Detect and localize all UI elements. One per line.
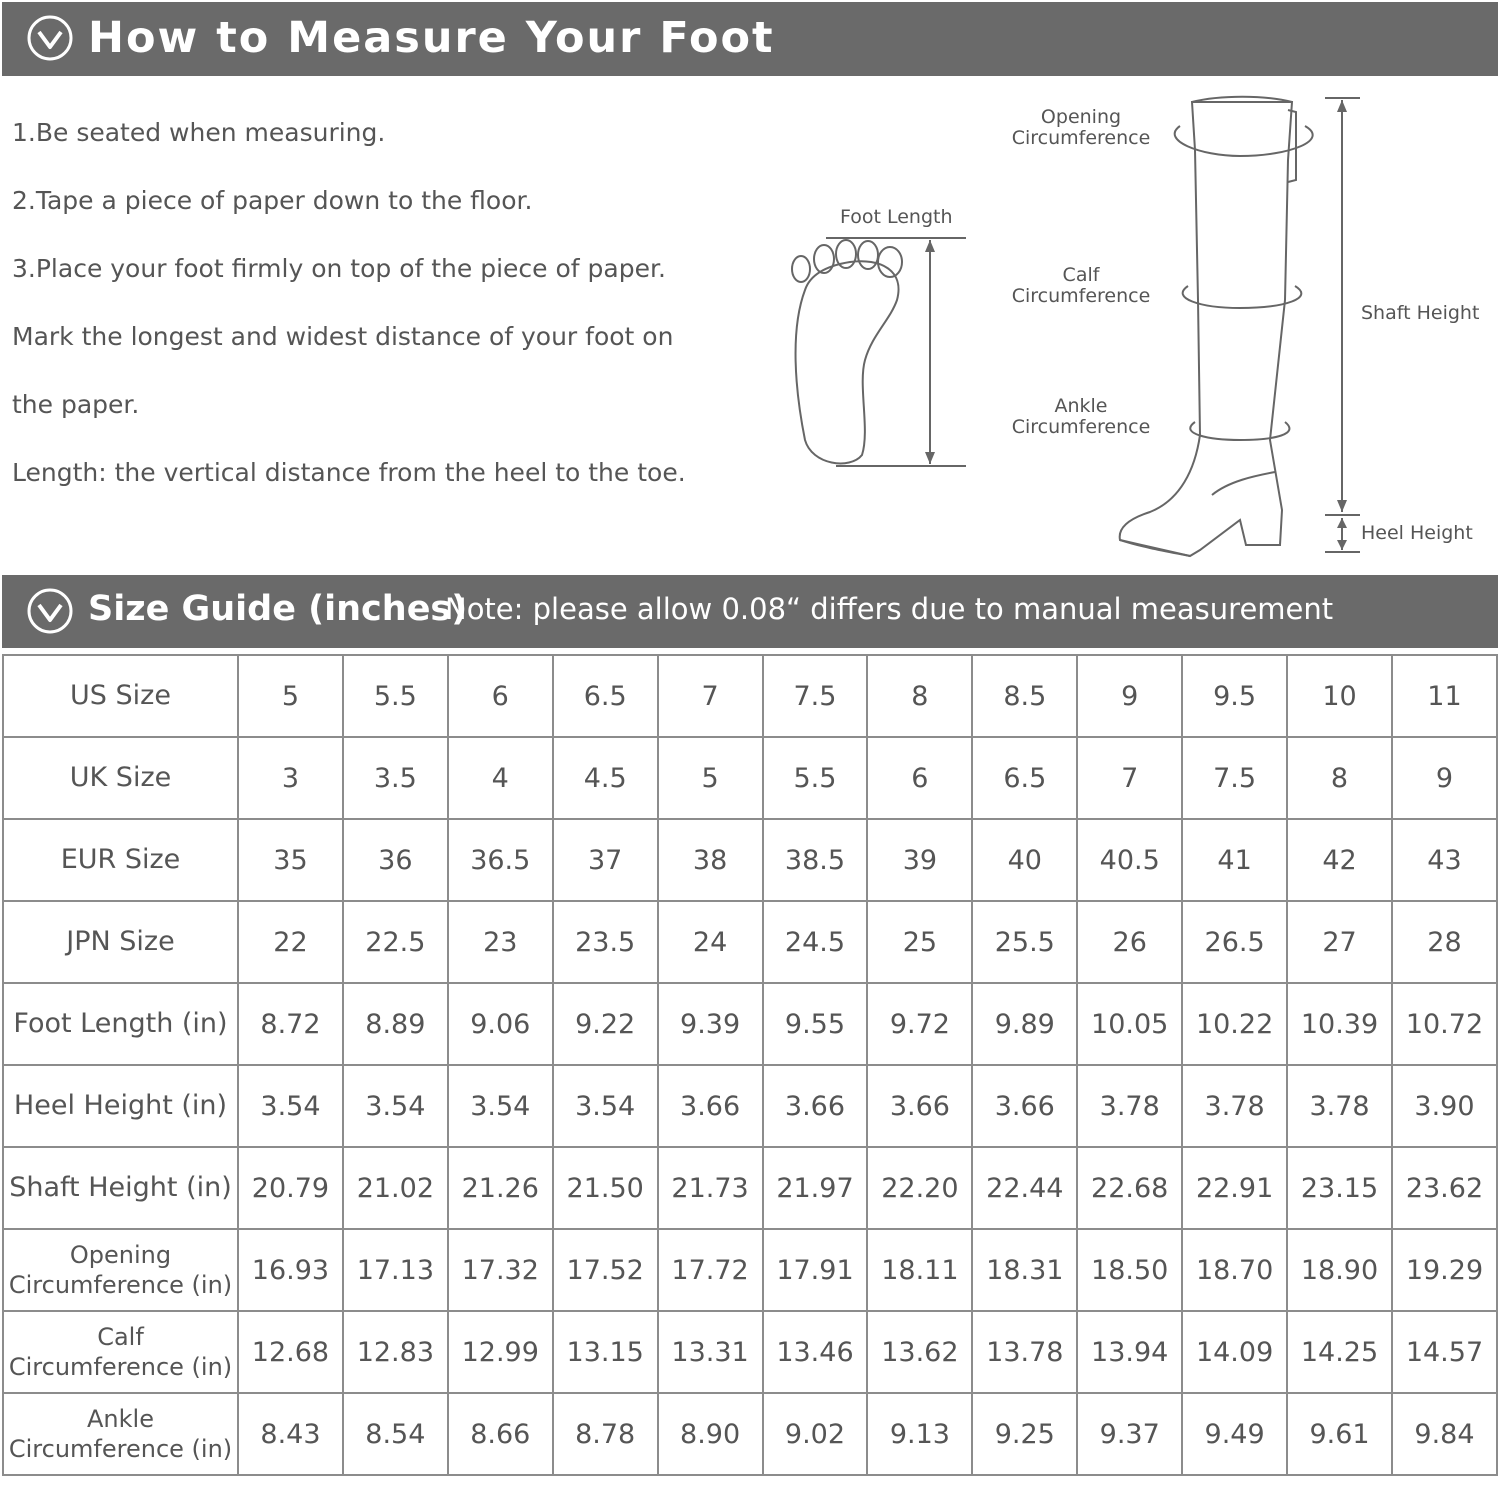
table-cell: 9.49 (1182, 1393, 1287, 1475)
table-cell: 12.83 (343, 1311, 448, 1393)
table-cell: 21.02 (343, 1147, 448, 1229)
row-header: Foot Length (in) (3, 983, 238, 1065)
table-cell: 37 (553, 819, 658, 901)
table-cell: 10.22 (1182, 983, 1287, 1065)
row-header-line: Calf (97, 1323, 144, 1351)
table-cell: 3.54 (553, 1065, 658, 1147)
table-cell: 3 (238, 737, 343, 819)
chevron-down-circle-icon (26, 587, 74, 635)
opening-label (1006, 107, 1156, 149)
table-cell: 40.5 (1077, 819, 1182, 901)
table-cell: 8.43 (238, 1393, 343, 1475)
table-cell: 17.32 (448, 1229, 553, 1311)
table-row (3, 1229, 1497, 1311)
row-header-line: Circumference (in) (8, 1353, 233, 1381)
ankle-label-line: Ankle (1054, 395, 1108, 417)
table-cell: 22 (238, 901, 343, 983)
table-cell: 38 (658, 819, 763, 901)
row-header: UK Size (3, 737, 238, 819)
table-cell: 21.73 (658, 1147, 763, 1229)
table-cell: 8.66 (448, 1393, 553, 1475)
table-cell: 5.5 (763, 737, 868, 819)
table-cell: 13.78 (972, 1311, 1077, 1393)
table-cell: 12.68 (238, 1311, 343, 1393)
table-cell: 3.5 (343, 737, 448, 819)
table-cell: 11 (1392, 655, 1497, 737)
table-cell: 13.46 (763, 1311, 868, 1393)
table-row (3, 1147, 1497, 1229)
table-cell: 8.90 (658, 1393, 763, 1475)
instruction-step: 2.Tape a piece of paper down to the floor. (12, 186, 533, 215)
table-row (3, 737, 1497, 819)
table-cell: 9.72 (867, 983, 972, 1065)
table-cell: 28 (1392, 901, 1497, 983)
table-row (3, 1311, 1497, 1393)
table-cell: 18.50 (1077, 1229, 1182, 1311)
table-cell: 9.84 (1392, 1393, 1497, 1475)
table-cell: 9.02 (763, 1393, 868, 1475)
table-cell: 26.5 (1182, 901, 1287, 983)
row-header: EUR Size (3, 819, 238, 901)
table-cell: 3.90 (1392, 1065, 1497, 1147)
table-cell: 4 (448, 737, 553, 819)
table-cell: 18.70 (1182, 1229, 1287, 1311)
table-cell: 3.66 (763, 1065, 868, 1147)
row-header: Heel Height (in) (3, 1065, 238, 1147)
table-cell: 8.78 (553, 1393, 658, 1475)
opening-label-line: Circumference (1011, 127, 1151, 149)
row-header-line: Circumference (in) (8, 1435, 233, 1463)
table-cell: 17.91 (763, 1229, 868, 1311)
table-row (3, 1393, 1497, 1475)
row-header-line: Opening (69, 1241, 172, 1269)
table-cell: 36.5 (448, 819, 553, 901)
table-cell: 20.79 (238, 1147, 343, 1229)
table-cell: 8 (1287, 737, 1392, 819)
table-cell: 23 (448, 901, 553, 983)
table-cell: 9.37 (1077, 1393, 1182, 1475)
table-cell: 8.72 (238, 983, 343, 1065)
table-cell: 17.72 (658, 1229, 763, 1311)
foot-length-label: Foot Length (840, 206, 953, 228)
table-cell: 14.25 (1287, 1311, 1392, 1393)
row-header-line: Ankle (87, 1405, 154, 1433)
size-guide-banner (2, 575, 1498, 648)
table-cell: 40 (972, 819, 1077, 901)
table-cell: 23.5 (553, 901, 658, 983)
table-cell: 9.5 (1182, 655, 1287, 737)
table-cell: 13.31 (658, 1311, 763, 1393)
table-cell: 9.61 (1287, 1393, 1392, 1475)
table-cell: 10.05 (1077, 983, 1182, 1065)
table-cell: 9.39 (658, 983, 763, 1065)
row-header: Shaft Height (in) (3, 1147, 238, 1229)
table-cell: 14.57 (1392, 1311, 1497, 1393)
table-cell: 3.54 (448, 1065, 553, 1147)
table-cell: 27 (1287, 901, 1392, 983)
table-cell: 7.5 (763, 655, 868, 737)
table-cell: 7 (1077, 737, 1182, 819)
table-cell: 3.66 (972, 1065, 1077, 1147)
table-cell: 10.72 (1392, 983, 1497, 1065)
table-cell: 3.78 (1182, 1065, 1287, 1147)
table-cell: 18.11 (867, 1229, 972, 1311)
heel-height-label: Heel Height (1361, 522, 1473, 544)
table-cell: 3.78 (1287, 1065, 1392, 1147)
row-header (3, 1311, 238, 1393)
calf-label-line: Circumference (1011, 285, 1151, 307)
row-header: US Size (3, 655, 238, 737)
table-cell: 6.5 (972, 737, 1077, 819)
foot-length-ruler (826, 238, 966, 466)
table-cell: 14.09 (1182, 1311, 1287, 1393)
table-cell: 16.93 (238, 1229, 343, 1311)
table-cell: 13.62 (867, 1311, 972, 1393)
size-guide-note: Note: please allow 0.08“ differs due to manual measurement (445, 592, 1334, 626)
table-cell: 9.13 (867, 1393, 972, 1475)
table-cell: 18.90 (1287, 1229, 1392, 1311)
table-cell: 36 (343, 819, 448, 901)
table-row (3, 655, 1497, 737)
table-cell: 5 (658, 737, 763, 819)
row-header-line: Circumference (in) (8, 1271, 233, 1299)
table-cell: 10 (1287, 655, 1392, 737)
table-cell: 38.5 (763, 819, 868, 901)
table-cell: 21.50 (553, 1147, 658, 1229)
table-cell: 9.06 (448, 983, 553, 1065)
table-cell: 10.39 (1287, 983, 1392, 1065)
table-row (3, 1065, 1497, 1147)
boot-outline-icon (1120, 97, 1296, 556)
table-cell: 6.5 (553, 655, 658, 737)
calf-label (1006, 265, 1156, 307)
table-row (3, 983, 1497, 1065)
table-row (3, 819, 1497, 901)
table-cell: 3.66 (658, 1065, 763, 1147)
row-header (3, 1393, 238, 1475)
row-header (3, 1229, 238, 1311)
table-cell: 22.91 (1182, 1147, 1287, 1229)
calf-label-line: Calf (1062, 264, 1100, 286)
instruction-step: 3.Place your foot firmly on top of the piece of paper. (12, 254, 666, 283)
table-cell: 42 (1287, 819, 1392, 901)
table-cell: 9 (1392, 737, 1497, 819)
instruction-step: the paper. (12, 390, 140, 419)
table-cell: 41 (1182, 819, 1287, 901)
table-cell: 26 (1077, 901, 1182, 983)
table-cell: 39 (867, 819, 972, 901)
table-cell: 8.5 (972, 655, 1077, 737)
table-cell: 9.25 (972, 1393, 1077, 1475)
table-cell: 8.89 (343, 983, 448, 1065)
table-cell: 23.62 (1392, 1147, 1497, 1229)
shaft-height-label: Shaft Height (1361, 302, 1480, 324)
table-cell: 17.52 (553, 1229, 658, 1311)
table-cell: 7 (658, 655, 763, 737)
size-guide-title: Size Guide (inches) (88, 589, 468, 629)
table-cell: 22.44 (972, 1147, 1077, 1229)
opening-label-line: Opening (1040, 106, 1122, 128)
instruction-step: Mark the longest and widest distance of your foot on (12, 322, 674, 351)
table-cell: 3.54 (343, 1065, 448, 1147)
table-cell: 17.13 (343, 1229, 448, 1311)
table-cell: 43 (1392, 819, 1497, 901)
table-cell: 19.29 (1392, 1229, 1497, 1311)
table-cell: 22.5 (343, 901, 448, 983)
foot-outline-icon (792, 240, 902, 463)
table-cell: 9 (1077, 655, 1182, 737)
table-cell: 35 (238, 819, 343, 901)
table-cell: 25.5 (972, 901, 1077, 983)
table-cell: 13.15 (553, 1311, 658, 1393)
table-cell: 6 (867, 737, 972, 819)
table-cell: 4.5 (553, 737, 658, 819)
measure-title: How to Measure Your Foot (88, 13, 775, 63)
table-cell: 9.22 (553, 983, 658, 1065)
table-cell: 9.89 (972, 983, 1077, 1065)
table-cell: 6 (448, 655, 553, 737)
table-cell: 12.99 (448, 1311, 553, 1393)
table-cell: 8.54 (343, 1393, 448, 1475)
table-cell: 7.5 (1182, 737, 1287, 819)
table-cell: 25 (867, 901, 972, 983)
table-cell: 5 (238, 655, 343, 737)
table-cell: 22.20 (867, 1147, 972, 1229)
table-cell: 21.26 (448, 1147, 553, 1229)
instruction-step: 1.Be seated when measuring. (12, 118, 386, 147)
table-cell: 3.54 (238, 1065, 343, 1147)
measurement-diagram (0, 0, 1500, 575)
table-cell: 5.5 (343, 655, 448, 737)
table-cell: 3.78 (1077, 1065, 1182, 1147)
ankle-label (1006, 396, 1156, 438)
table-cell: 24.5 (763, 901, 868, 983)
instruction-step: Length: the vertical distance from the heel to the toe. (12, 458, 686, 487)
ankle-label-line: Circumference (1011, 416, 1151, 438)
table-row (3, 901, 1497, 983)
table-cell: 23.15 (1287, 1147, 1392, 1229)
table-cell: 24 (658, 901, 763, 983)
table-cell: 13.94 (1077, 1311, 1182, 1393)
table-cell: 18.31 (972, 1229, 1077, 1311)
shaft-height-ruler (1325, 98, 1360, 552)
table-cell: 9.55 (763, 983, 868, 1065)
size-table (2, 654, 1498, 1476)
row-header: JPN Size (3, 901, 238, 983)
table-cell: 8 (867, 655, 972, 737)
table-cell: 3.66 (867, 1065, 972, 1147)
table-cell: 21.97 (763, 1147, 868, 1229)
table-cell: 22.68 (1077, 1147, 1182, 1229)
